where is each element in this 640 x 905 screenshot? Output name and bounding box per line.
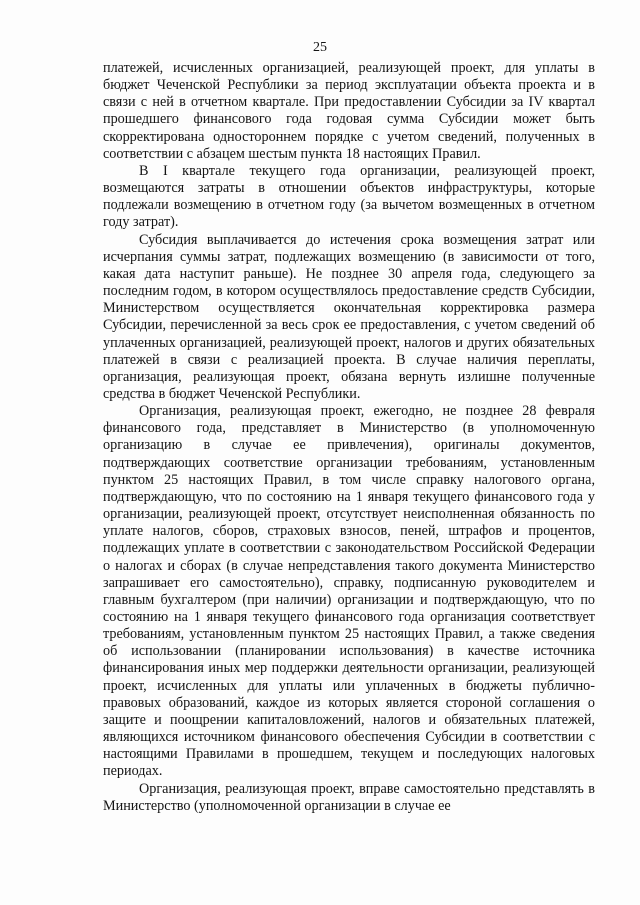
paragraph-4: Организация, реализующая проект, ежегодно, не позднее 28 февраля финансового года, представляет в Министерство (в уполномоченную организацию в случае ее привлечения), оригиналы документов, подтверждающих соответствие организации требованиям, установленным пунктом 25 настоящих Правил, в том числе справку налогового органа, подтверждающую, что по состоянию на 1 января текущего финансового года у организации, реализующей проект, отсутствует неисполненная обязанность по уплате налогов, сборов, страховых взносов, пеней, штрафов и процентов, подлежащих уплате в соответствии с законодательством Российской Федерации о налогах и сборах (в случае непредставления такого документа Министерство запрашивает его самостоятельно), справку, подписанную руководителем и главным бухгалтером (при наличии) организации и подтверждающую, что по состоянию на 1 января текущего финансового года организация соответствует требованиям, установленным пунктом 25 настоящих Правил, а также сведения об использовании (планировании использования) в качестве источника финансирования иных мер поддержки деятельности организации, реализующей проект, исчисленных для уплаты или уплаченных в бюджеты публично-правовых образований, каждое из которых является стороной соглашения о защите и поощрении капиталовложений, налогов и обязательных платежей, являющихся источником финансового обеспечения Субсидии в соответствии с настоящими Правилами в прошедшем, текущем и последующих налоговых периодах. — [103, 403, 595, 780]
page-number: 25 — [313, 40, 327, 55]
paragraph-3: Субсидия выплачивается до истечения срока возмещения затрат или исчерпания суммы затрат, подлежащих возмещению (в зависимости от того, какая дата наступит раньше). Не позднее 30 апреля года, следующего за последним годом, в котором осуществлялось предоставление средств Субсидии, Министерством осуществляется окончательная корректировка размера Субсидии, перечисленной за весь срок ее предоставления, с учетом сведений об уплаченных организацией, реализующей проект, налогов и других обязательных платежей в связи с реализацией проекта. В случае наличия переплаты, организация, реализующая проект, обязана вернуть излишне полученные средства в бюджет Чеченской Республики. — [103, 231, 595, 402]
paragraph-2: В I квартале текущего года организации, реализующей проект, возмещаются затраты в отношении объектов инфраструктуры, которые подлежали возмещению в отчетном году (за вычетом возмещенных в отчетном году затрат). — [103, 162, 595, 231]
paragraph-1: платежей, исчисленных организацией, реализующей проект, для уплаты в бюджет Чеченской Республики за период эксплуатации объекта проекта и в связи с ней в отчетном квартале. При предоставлении Субсидии за IV квартал прошедшего финансового года годовая сумма Субсидии может быть скорректирована одностороннем порядке с учетом сведений, полученных в соответствии с абзацем шестым пункта 18 настоящих Правил. — [103, 60, 595, 162]
document-body — [103, 60, 595, 815]
paragraph-5: Организация, реализующая проект, вправе самостоятельно представлять в Министерство (уполномоченной организации в случае ее — [103, 780, 595, 814]
